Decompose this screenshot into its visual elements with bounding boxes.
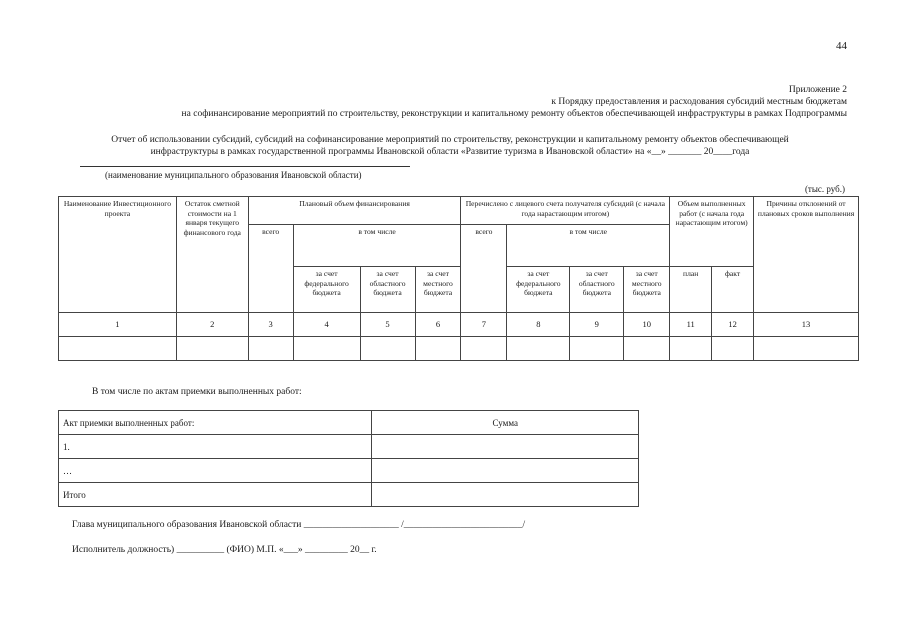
- acts-header-act: Акт приемки выполненных работ:: [59, 411, 372, 435]
- column-number: 6: [415, 313, 461, 337]
- header-planned-federal: за счет федерального бюджета: [293, 267, 360, 313]
- header-fact: факт: [712, 267, 754, 313]
- header-transferred-federal: за счет федерального бюджета: [507, 267, 570, 313]
- acts-total-label: Итого: [59, 483, 372, 507]
- header-transferred: Перечислено с лицевого счета получателя субсидий (с начала года нарастающим итогом): [461, 197, 670, 225]
- table-cell: [754, 337, 859, 361]
- acts-total-sum: [372, 483, 639, 507]
- header-deviation-reasons: Причины отклонений от плановых сроков выполнения: [754, 197, 859, 313]
- column-number: 3: [248, 313, 293, 337]
- acts-header-sum: Сумма: [372, 411, 639, 435]
- head-signature-line: Глава муниципального образования Ивановской области ____________________ /_________________________/: [72, 520, 526, 530]
- header-planned-financing: Плановый объем финансирования: [248, 197, 461, 225]
- header-transferred-local: за счет местного бюджета: [624, 267, 670, 313]
- table-cell: [176, 337, 248, 361]
- header-planned-regional: за счет областного бюджета: [360, 267, 415, 313]
- table-cell: [415, 337, 461, 361]
- acts-intro: В том числе по актам приемки выполненных работ:: [92, 387, 302, 397]
- table-cell: [248, 337, 293, 361]
- units-label: (тыс. руб.): [804, 184, 845, 194]
- table-row-empty: [59, 337, 859, 361]
- attachment-subheading: к Порядку предоставления и расходования субсидий местным бюджетам: [551, 97, 847, 107]
- column-number: 12: [712, 313, 754, 337]
- acts-row-sum: [372, 459, 639, 483]
- header-transferred-regional: за счет областного бюджета: [570, 267, 624, 313]
- acts-row-label: 1.: [59, 435, 372, 459]
- acts-row-label: …: [59, 459, 372, 483]
- acts-table: [58, 410, 639, 507]
- column-number: 1: [59, 313, 177, 337]
- column-number: 9: [570, 313, 624, 337]
- financing-report-table: [58, 196, 859, 361]
- report-title-line1: Отчет об использовании субсидий, субсидий на софинансирование мероприятий по строительству, реконструкции и капитальному ремонту объектов обеспечивающей: [111, 135, 789, 145]
- executor-signature-line: Исполнитель должность) __________ (ФИО) М.П. «___» _________ 20__ г.: [72, 545, 377, 555]
- column-number: 7: [461, 313, 507, 337]
- header-balance: Остаток сметной стоимости на 1 января текущего финансового года: [176, 197, 248, 313]
- table-cell: [570, 337, 624, 361]
- column-number: 2: [176, 313, 248, 337]
- table-cell: [59, 337, 177, 361]
- header-transferred-total: всего: [461, 225, 507, 313]
- header-project-name: Наименование Инвестиционного проекта: [59, 197, 177, 313]
- report-title-line2: инфраструктуры в рамках государственной программы Ивановской области «Развитие туризма в Ивановской области» на «__» _______ 20____года: [150, 147, 750, 157]
- table-cell: [670, 337, 712, 361]
- table-cell: [360, 337, 415, 361]
- header-plan: план: [670, 267, 712, 313]
- column-number: 8: [507, 313, 570, 337]
- page-number: 44: [836, 40, 847, 52]
- table-cell: [712, 337, 754, 361]
- column-number: 13: [754, 313, 859, 337]
- column-number: 5: [360, 313, 415, 337]
- header-transferred-incl: в том числе: [507, 225, 670, 267]
- header-planned-incl: в том числе: [293, 225, 461, 267]
- header-planned-local: за счет местного бюджета: [415, 267, 461, 313]
- table-cell: [293, 337, 360, 361]
- attachment-heading: Приложение 2: [788, 85, 847, 95]
- column-number: 11: [670, 313, 712, 337]
- attachment-subheading-cont: на софинансирование мероприятий по строительству, реконструкции и капитальному ремонту объектов обеспечивающей инфраструктуры в рамках Подпрограммы: [181, 109, 847, 119]
- municipality-caption: (наименование муниципального образования Ивановской области): [105, 170, 362, 180]
- table-cell: [507, 337, 570, 361]
- header-planned-total: всего: [248, 225, 293, 313]
- table-cell: [624, 337, 670, 361]
- column-number: 10: [624, 313, 670, 337]
- table-cell: [461, 337, 507, 361]
- municipality-blank-line: [80, 156, 410, 167]
- header-work-volume: Объем выполненных работ (с начала года нарастающим итогом): [670, 197, 754, 267]
- column-number: 4: [293, 313, 360, 337]
- acts-row-sum: [372, 435, 639, 459]
